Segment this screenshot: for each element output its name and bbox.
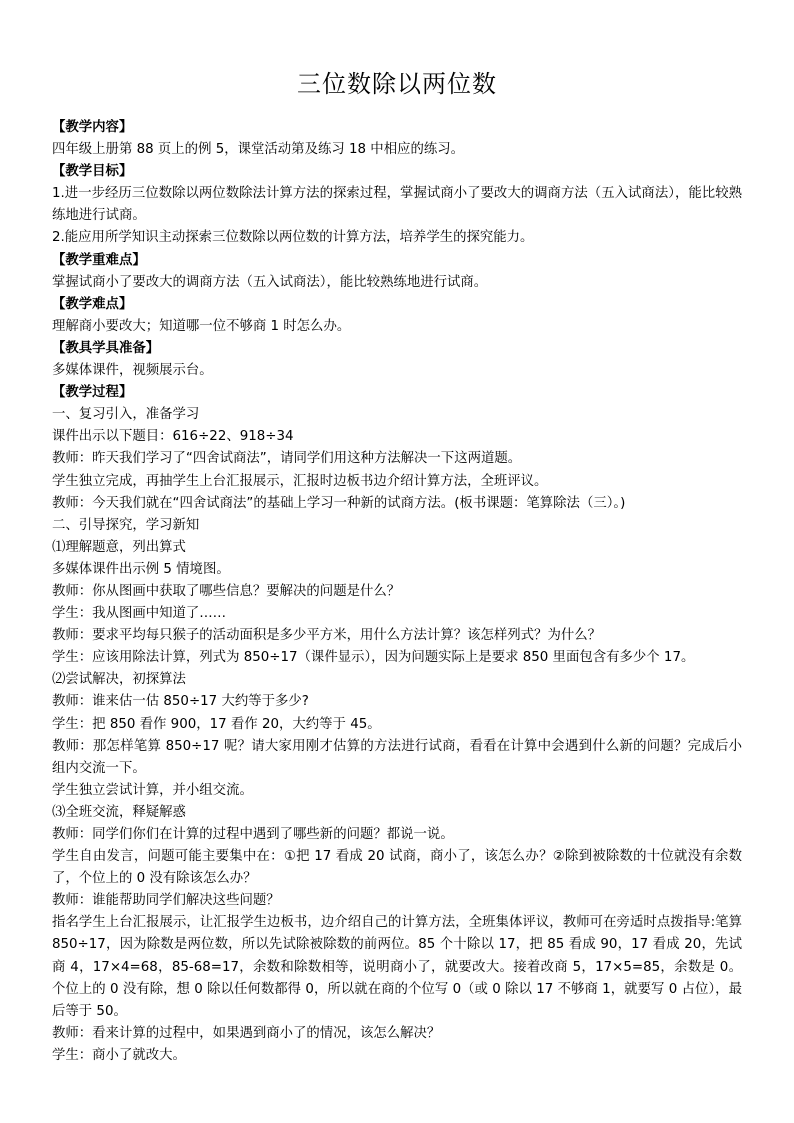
paragraph: 教师：你从图画中获取了哪些信息？要解决的问题是什么？ [52, 583, 401, 599]
subheading: ⑵尝试解决，初探算法 [52, 672, 186, 688]
paragraph: 学生自由发言，问题可能主要集中在：①把 17 看成 20 试商，商小了，该怎么办？②除到被除数的十位就没有余数了，个位上的 0 没有除该怎么办？ [52, 849, 742, 887]
section-heading-content: 【教学内容】 [52, 120, 133, 135]
paragraph: 学生：商小了就改大。 [52, 1047, 186, 1063]
paragraph: 教师：谁能帮助同学们解决这些问题？ [52, 893, 280, 909]
section-heading-difficulties: 【教学难点】 [52, 296, 133, 312]
paragraph: 教师：那怎样笔算 850÷17 呢？请大家用刚才估算的方法进行试商，看看在计算中会遇到什么新的问题？完成后小组内交流一下。 [52, 738, 742, 776]
paragraph: 多媒体课件出示例 5 情境图。 [52, 561, 230, 577]
subheading: 一、复习引入，准备学习 [52, 407, 200, 423]
paragraph: 教师：今天我们就在“四舍试商法”的基础上学习一种新的试商方法。(板书课题：笔算除法（三）。) [52, 495, 626, 511]
paragraph: 教师：昨天我们学习了“四舍试商法”，请同学们用这种方法解决一下这两道题。 [52, 451, 522, 467]
paragraph: 四年级上册第 88 页上的例 5，课堂活动第及练习 18 中相应的练习。 [52, 142, 465, 158]
paragraph: 掌握试商小了要改大的调商方法（五入试商法），能比较熟练地进行试商。 [52, 274, 488, 290]
document-body [52, 117, 742, 1067]
paragraph: 多媒体课件，视频展示台。 [52, 363, 213, 379]
section-heading-key-points: 【教学重难点】 [52, 252, 146, 268]
paragraph: 1.进一步经历三位数除以两位数除法计算方法的探索过程，掌握试商小了要改大的调商方法（五入试商法），能比较熟练地进行试商。 [52, 186, 742, 224]
paragraph: 学生：我从图画中知道了…… [52, 606, 227, 622]
paragraph: 教师：同学们你们在计算的过程中遇到了哪些新的问题？都说一说。 [52, 827, 454, 842]
subheading: 二、引导探究，学习新知 [52, 517, 200, 533]
section-heading-goals: 【教学目标】 [52, 164, 133, 180]
page-title: 三位数除以两位数 [297, 70, 497, 98]
section-heading-materials: 【教具学具准备】 [52, 340, 160, 356]
paragraph: 教师：谁来估一估 850÷17 大约等于多少? [52, 694, 309, 710]
paragraph: 教师：看来计算的过程中，如果遇到商小了的情况，该怎么解决？ [52, 1025, 441, 1041]
paragraph: 教师：要求平均每只猴子的活动面积是多少平方米，用什么方法计算？该怎样列式？为什么？ [52, 628, 602, 644]
paragraph: 学生独立完成，再抽学生上台汇报展示，汇报时边板书边介绍计算方法，全班评议。 [52, 473, 548, 489]
paragraph: 学生：应该用除法计算，列式为 850÷17（课件显示），因为问题实际上是要求 850 里面包含有多少个 17。 [52, 650, 695, 666]
subheading: ⑴理解题意，列出算式 [52, 539, 186, 555]
paragraph: 理解商小要改大；知道哪一位不够商 1 时怎么办。 [52, 318, 351, 334]
paragraph: 课件出示以下题目：616÷22、918÷34 [52, 429, 294, 445]
paragraph: 学生独立尝试计算，并小组交流。 [52, 782, 253, 798]
paragraph: 2.能应用所学知识主动探索三位数除以两位数的计算方法，培养学生的探究能力。 [52, 230, 534, 246]
paragraph: 学生：把 850 看作 900，17 看作 20，大约等于 45。 [52, 716, 381, 732]
section-heading-process: 【教学过程】 [52, 385, 133, 401]
paragraph: 指名学生上台汇报展示，让汇报学生边板书，边介绍自己的计算方法，全班集体评议，教师可在旁适时点拨指导:笔算 850÷17，因为除数是两位数，所以先试除被除数的前两位。85 个十除以 17，把 85 看成 90，17 看成 20，先试商 4，17×4=68，85-68=17，余数和除数相等，说明商小了，就要改大。接着改商 5，17×5=85，余数是 0。个位上的 0 没有除，想 0 除以任何数都得 0，所以就在商的个位写 0（或 0 除以 17 不够商 1，就要写 0 占位），最后等于 50。 [52, 915, 742, 1019]
subheading: ⑶全班交流，释疑解惑 [52, 804, 186, 820]
